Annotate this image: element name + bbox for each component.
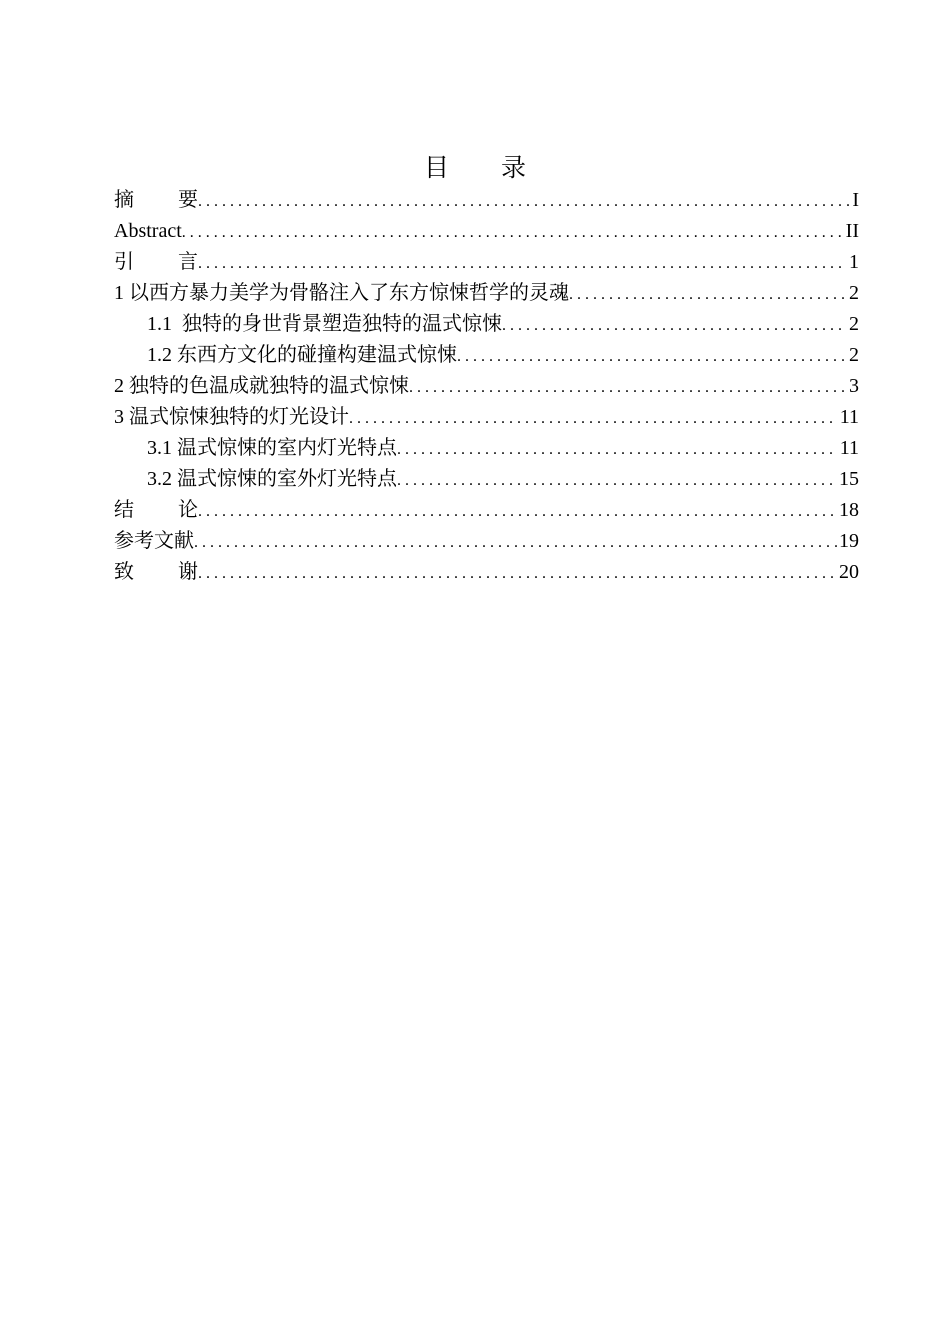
toc-entry-references[interactable] <box>114 526 859 557</box>
toc-entry-label: 3.2 温式惊悚的室外灯光特点 <box>147 468 397 490</box>
toc-entry-label: 1.2 东西方文化的碰撞构建温式惊悚 <box>147 344 457 366</box>
toc-entry-page-number: 20 <box>839 561 859 583</box>
dot-leader <box>457 340 847 372</box>
toc-entry-page-number: 11 <box>839 406 859 428</box>
page-title <box>0 150 950 186</box>
toc-entry-page-number: 15 <box>839 468 859 490</box>
toc-entry-label: 参考文献 <box>114 530 194 552</box>
toc-entry-label: 摘 要 <box>114 189 198 211</box>
toc-entry-page-number: 2 <box>849 313 859 335</box>
toc-entry-abstract-cn[interactable] <box>114 185 859 216</box>
dot-leader <box>198 185 850 217</box>
table-of-contents <box>114 185 859 588</box>
dot-leader <box>397 433 838 465</box>
dot-leader <box>198 247 847 279</box>
toc-entry-acknowledgements[interactable] <box>114 557 859 588</box>
dot-leader <box>198 557 837 589</box>
title-char-1: 目 <box>423 153 449 182</box>
toc-entry-page-number: II <box>845 220 859 242</box>
toc-entry-label: 3.1 温式惊悚的室内灯光特点 <box>147 437 397 459</box>
dot-leader <box>349 402 838 434</box>
toc-entry-page-number: 1 <box>849 251 859 273</box>
toc-entry-section-3-1[interactable] <box>114 433 859 464</box>
dot-leader <box>182 216 844 248</box>
toc-entry-abstract-en[interactable] <box>114 216 859 247</box>
toc-entry-page-number: 19 <box>839 530 859 552</box>
dot-leader <box>397 464 837 496</box>
toc-entry-page-number: I <box>852 189 859 211</box>
toc-entry-section-3-2[interactable] <box>114 464 859 495</box>
toc-entry-conclusion[interactable] <box>114 495 859 526</box>
toc-entry-page-number: 2 <box>849 344 859 366</box>
toc-entry-label: 引 言 <box>114 251 198 273</box>
toc-entry-page-number: 2 <box>849 282 859 304</box>
toc-entry-page-number: 3 <box>849 375 859 397</box>
toc-entry-section-1-2[interactable] <box>114 340 859 371</box>
toc-entry-label: 1 以西方暴力美学为骨骼注入了东方惊悚哲学的灵魂 <box>114 282 569 304</box>
toc-entry-page-number: 18 <box>839 499 859 521</box>
dot-leader <box>409 371 847 403</box>
toc-entry-page-number: 11 <box>839 437 859 459</box>
toc-entry-introduction[interactable] <box>114 247 859 278</box>
dot-leader <box>194 526 837 558</box>
dot-leader <box>198 495 837 527</box>
toc-entry-label: 1.1 独特的身世背景塑造独特的温式惊悚 <box>147 313 502 335</box>
toc-entry-chapter-1[interactable] <box>114 278 859 309</box>
toc-entry-section-1-1[interactable] <box>114 309 859 340</box>
dot-leader <box>569 278 847 310</box>
toc-entry-label: 3 温式惊悚独特的灯光设计 <box>114 406 349 428</box>
title-char-2: 录 <box>501 153 527 182</box>
dot-leader <box>502 309 847 341</box>
toc-entry-label: Abstract <box>114 220 182 242</box>
toc-entry-chapter-2[interactable] <box>114 371 859 402</box>
toc-entry-chapter-3[interactable] <box>114 402 859 433</box>
toc-entry-label: 结 论 <box>114 499 198 521</box>
toc-entry-label: 2 独特的色温成就独特的温式惊悚 <box>114 375 409 397</box>
toc-entry-label: 致 谢 <box>114 561 198 583</box>
